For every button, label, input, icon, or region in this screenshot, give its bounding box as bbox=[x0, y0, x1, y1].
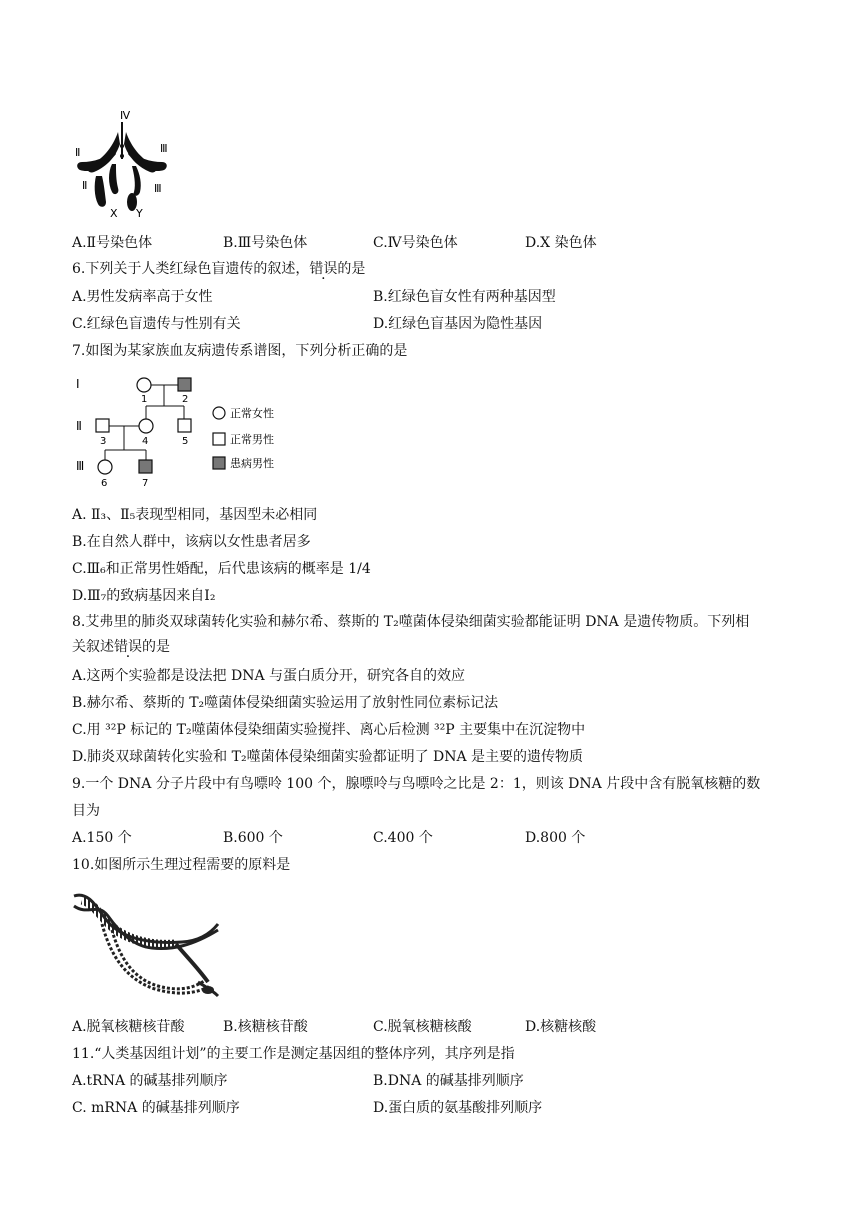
q7-stem: 7.如图为某家族血友病遗传系谱图，下列分析正确的是 bbox=[72, 343, 408, 359]
q10-stem: 10.如图所示生理过程需要的原料是 bbox=[72, 857, 291, 873]
pedigree-id-7: 7 bbox=[142, 478, 149, 489]
generation-label-ii: Ⅱ bbox=[76, 419, 82, 433]
chromosome-label-y: Y bbox=[136, 207, 143, 220]
pedigree-id-1: 1 bbox=[141, 394, 148, 405]
q11-option-c[interactable]: C. mRNA 的碱基排列顺序 bbox=[72, 1100, 240, 1116]
chromosome-label-iii-lower: Ⅲ bbox=[154, 182, 162, 195]
q9-option-b[interactable]: B.600 个 bbox=[223, 830, 283, 846]
q9-stem-line1: 9.一个 DNA 分子片段中有鸟嘌呤 100 个，腺嘌呤与鸟嘌呤之比是 2：1，则该 DNA 片段中含有脱氧核糖的数 bbox=[72, 776, 761, 792]
generation-label-iii: Ⅲ bbox=[76, 459, 85, 473]
legend-affected-male-icon bbox=[213, 457, 225, 469]
q5-option-a[interactable]: A.Ⅱ号染色体 bbox=[72, 235, 153, 251]
q11-option-a[interactable]: A.tRNA 的碱基排列顺序 bbox=[72, 1073, 228, 1089]
pedigree-node-2 bbox=[178, 378, 191, 391]
q8-stem-line1: 8.艾弗里的肺炎双球菌转化实验和赫尔希、蔡斯的 T₂噬菌体侵染细菌实验都能证明 DNA 是遗传物质。下列相 bbox=[72, 614, 750, 630]
q9-stem-line2: 目为 bbox=[72, 803, 100, 819]
pedigree-node-3 bbox=[96, 419, 109, 432]
q8-stem-line2: 关叙述错误的是 bbox=[72, 639, 170, 655]
q8-option-d[interactable]: D.肺炎双球菌转化实验和 T₂噬菌体侵染细菌实验都证明了 DNA 是主要的遗传物质 bbox=[72, 749, 584, 765]
chromosome-label-iv: Ⅳ bbox=[120, 109, 131, 122]
pedigree-node-7 bbox=[139, 460, 152, 473]
pedigree-node-1 bbox=[137, 378, 151, 392]
q8-option-b[interactable]: B.赫尔希、蔡斯的 T₂噬菌体侵染细菌实验运用了放射性同位素标记法 bbox=[72, 695, 499, 711]
legend-normal-female: 正常女性 bbox=[230, 407, 274, 420]
chromosome-label-ii-lower: Ⅱ bbox=[82, 179, 88, 192]
chromosome-label-ii: Ⅱ bbox=[75, 146, 81, 159]
q6-option-c[interactable]: C.红绿色盲遗传与性别有关 bbox=[72, 316, 241, 332]
pedigree-id-4: 4 bbox=[142, 436, 149, 447]
pedigree-node-5 bbox=[178, 419, 191, 432]
pedigree-chart bbox=[72, 372, 282, 492]
pedigree-node-6 bbox=[98, 460, 112, 474]
transcription-figure bbox=[72, 886, 220, 1002]
legend-normal-male: 正常男性 bbox=[230, 433, 274, 446]
q8-option-c[interactable]: C.用 ³²P 标记的 T₂噬菌体侵染细菌实验搅拌、离心后检测 ³²P 主要集中在沉淀物中 bbox=[72, 722, 586, 738]
pedigree-id-3: 3 bbox=[100, 436, 107, 447]
legend-male-icon bbox=[213, 433, 225, 445]
q6-option-a[interactable]: A.男性发病率高于女性 bbox=[72, 289, 213, 305]
pedigree-node-4 bbox=[139, 419, 153, 433]
emphasis-text: 错误 bbox=[114, 639, 142, 655]
q7-option-a[interactable]: A. Ⅱ₃、Ⅱ₅表现型相同，基因型未必相同 bbox=[72, 507, 318, 523]
emphasis-text: 错误 bbox=[309, 261, 338, 277]
chromosome-figure bbox=[72, 104, 176, 220]
q6-stem: 6.下列关于人类红绿色盲遗传的叙述，错误的是 bbox=[72, 261, 366, 277]
q10-option-a[interactable]: A.脱氧核糖核苷酸 bbox=[72, 1019, 185, 1035]
chromosome-label-iii: Ⅲ bbox=[160, 142, 168, 155]
q6-option-b[interactable]: B.红绿色盲女性有两种基因型 bbox=[373, 289, 556, 305]
q11-option-b[interactable]: B.DNA 的碱基排列顺序 bbox=[373, 1073, 524, 1089]
q10-option-b[interactable]: B.核糖核苷酸 bbox=[223, 1019, 308, 1035]
q9-option-d[interactable]: D.800 个 bbox=[525, 830, 586, 846]
q5-option-c[interactable]: C.Ⅳ号染色体 bbox=[373, 235, 458, 251]
q10-option-d[interactable]: D.核糖核酸 bbox=[525, 1019, 597, 1035]
q7-option-b[interactable]: B.在自然人群中，该病以女性患者居多 bbox=[72, 534, 311, 550]
q9-option-a[interactable]: A.150 个 bbox=[72, 830, 132, 846]
q7-option-d[interactable]: D.Ⅲ₇的致病基因来自Ⅰ₂ bbox=[72, 588, 216, 604]
pedigree-id-6: 6 bbox=[101, 478, 108, 489]
q11-option-d[interactable]: D.蛋白质的氨基酸排列顺序 bbox=[373, 1100, 543, 1116]
q11-stem: 11.“人类基因组计划”的主要工作是测定基因组的整体序列，其序列是指 bbox=[72, 1046, 515, 1062]
q6-option-d[interactable]: D.红绿色盲基因为隐性基因 bbox=[373, 316, 543, 332]
q9-option-c[interactable]: C.400 个 bbox=[373, 830, 433, 846]
q5-option-b[interactable]: B.Ⅲ号染色体 bbox=[223, 235, 308, 251]
q10-option-c[interactable]: C.脱氧核糖核酸 bbox=[373, 1019, 472, 1035]
legend-female-icon bbox=[213, 407, 225, 419]
q7-option-c[interactable]: C.Ⅲ₆和正常男性婚配，后代患该病的概率是 1/4 bbox=[72, 561, 371, 577]
q5-option-d[interactable]: D.X 染色体 bbox=[525, 235, 597, 251]
legend-affected-male: 患病男性 bbox=[230, 457, 274, 470]
pedigree-id-2: 2 bbox=[182, 394, 189, 405]
q8-option-a[interactable]: A.这两个实验都是设法把 DNA 与蛋白质分开，研究各自的效应 bbox=[72, 668, 466, 684]
chromosome-label-x: X bbox=[110, 207, 118, 220]
pedigree-id-5: 5 bbox=[182, 436, 189, 447]
generation-label-i: Ⅰ bbox=[76, 377, 80, 391]
